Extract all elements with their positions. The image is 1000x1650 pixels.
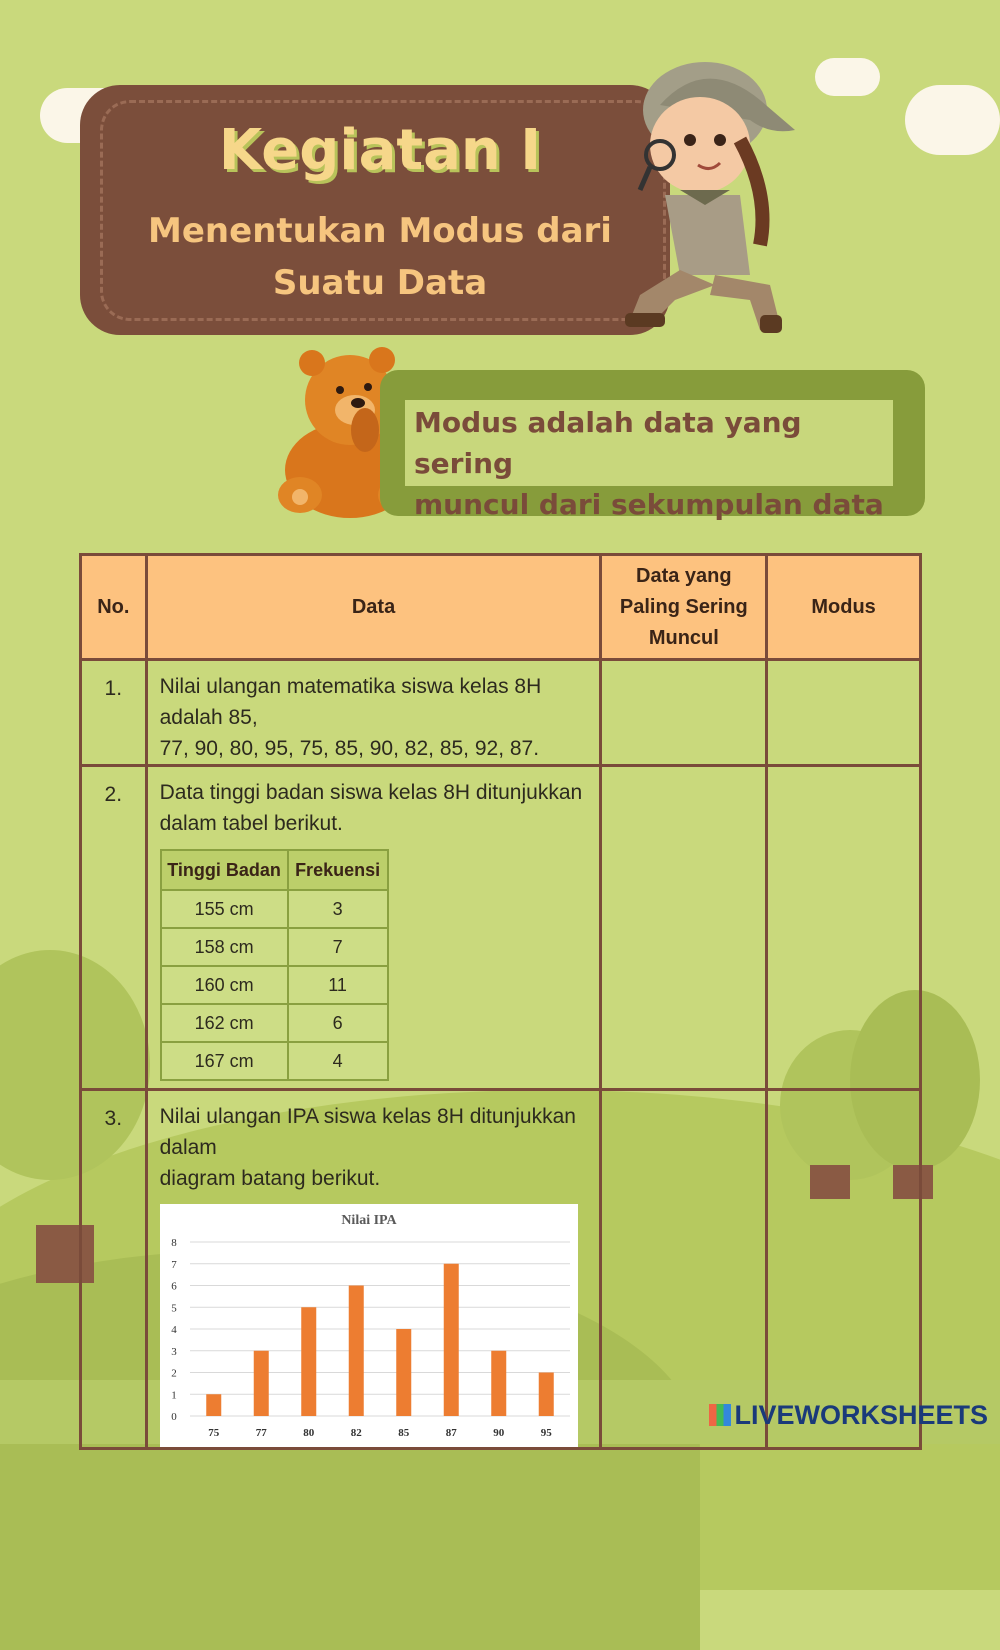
row-data	[146, 660, 601, 766]
chart-bar	[253, 1351, 268, 1416]
activity-subtitle	[100, 205, 660, 309]
definition-line-1: Modus adalah data yang sering	[414, 406, 802, 480]
answer-modus-1[interactable]	[767, 660, 921, 766]
x-tick-label: 77	[255, 1427, 267, 1439]
chart-bar	[301, 1307, 316, 1416]
row-text-line-1: Nilai ulangan IPA siswa kelas 8H ditunjukkan dalam	[159, 1105, 576, 1159]
subtitle-line-1: Menentukan Modus dari	[148, 211, 612, 251]
header-modus: Modus	[767, 555, 921, 660]
row-number: 3.	[81, 1090, 147, 1449]
chart-bar	[348, 1286, 363, 1417]
y-tick-label: 5	[170, 1302, 177, 1315]
ipa-bar-chart	[160, 1204, 578, 1447]
y-tick-label: 1	[170, 1389, 177, 1402]
row-text-line-2: dalam tabel berikut.	[159, 812, 343, 835]
y-tick-label: 3	[170, 1345, 177, 1358]
row-text-line-1: Nilai ulangan matematika siswa kelas 8H adalah 85,	[159, 675, 542, 729]
x-tick-label: 87	[445, 1427, 457, 1439]
table-row	[81, 660, 921, 766]
inner-header-height: Tinggi Badan	[161, 850, 288, 890]
inner-cell-height: 167 cm	[161, 1042, 288, 1080]
answer-most-frequent-3[interactable]	[601, 1090, 767, 1449]
inner-table-row	[161, 1004, 388, 1042]
y-tick-label: 0	[170, 1411, 177, 1423]
ipa-bar-chart-svg	[160, 1204, 578, 1447]
definition-text	[414, 402, 894, 525]
header-data: Data	[146, 555, 601, 660]
inner-cell-height: 162 cm	[161, 1004, 288, 1042]
definition-line-2: muncul dari sekumpulan data	[414, 488, 884, 521]
inner-table-row	[161, 1042, 388, 1080]
inner-cell-frequency: 11	[288, 966, 388, 1004]
activity-table	[79, 553, 922, 1450]
x-tick-label: 80	[302, 1427, 314, 1439]
row-number: 2.	[81, 766, 147, 1090]
x-tick-label: 82	[350, 1427, 362, 1439]
y-tick-label: 6	[170, 1280, 177, 1293]
header-no: No.	[81, 555, 147, 660]
header-most-frequent	[601, 555, 767, 660]
answer-most-frequent-2[interactable]	[601, 766, 767, 1090]
inner-table-row	[161, 928, 388, 966]
inner-table-header	[161, 850, 388, 890]
inner-cell-frequency: 4	[288, 1042, 388, 1080]
cloud-top-right	[815, 58, 880, 96]
y-tick-label: 4	[170, 1324, 177, 1336]
header-most-frequent-line-2: Paling Sering	[619, 595, 748, 618]
activity-title: Kegiatan I	[218, 118, 542, 183]
explorer-girl-illustration	[620, 45, 810, 345]
inner-cell-frequency: 7	[288, 928, 388, 966]
inner-table-row	[161, 890, 388, 928]
brand-text: LIVEWORKSHEETS	[734, 1400, 988, 1430]
chart-title: Nilai IPA	[340, 1213, 397, 1228]
x-tick-label: 75	[207, 1427, 219, 1439]
chart-bar	[538, 1373, 553, 1417]
liveworksheets-logo-icon	[709, 1404, 731, 1426]
inner-cell-height: 155 cm	[161, 890, 288, 928]
row-text-line-2: diagram batang berikut.	[159, 1167, 381, 1190]
inner-cell-height: 158 cm	[161, 928, 288, 966]
answer-modus-3[interactable]	[767, 1090, 921, 1449]
chart-bar	[491, 1351, 506, 1416]
row-number: 1.	[81, 660, 147, 766]
inner-cell-height: 160 cm	[161, 966, 288, 1004]
x-tick-label: 95	[540, 1427, 552, 1439]
subtitle-line-2: Suatu Data	[272, 263, 488, 303]
y-tick-label: 2	[170, 1367, 177, 1380]
inner-cell-frequency: 6	[288, 1004, 388, 1042]
table-header-row	[81, 555, 921, 660]
table-row	[81, 1090, 921, 1449]
inner-table-row	[161, 966, 388, 1004]
row-data	[146, 766, 601, 1090]
inner-header-frequency: Frekuensi	[288, 850, 388, 890]
chart-bar	[206, 1394, 221, 1416]
x-tick-label: 85	[397, 1427, 409, 1439]
inner-cell-frequency: 3	[288, 890, 388, 928]
table-row	[81, 766, 921, 1090]
height-frequency-table	[160, 849, 389, 1081]
row-data	[146, 1090, 601, 1449]
cloud-right	[905, 85, 1000, 155]
answer-modus-2[interactable]	[767, 766, 921, 1090]
y-tick-label: 7	[170, 1258, 177, 1271]
chart-bar	[396, 1329, 411, 1416]
row-text-line-1: Data tinggi badan siswa kelas 8H ditunjukkan	[159, 781, 583, 804]
y-tick-label: 8	[170, 1237, 177, 1249]
header-most-frequent-line-3: Muncul	[648, 626, 719, 649]
answer-most-frequent-1[interactable]	[601, 660, 767, 766]
chart-bar	[443, 1264, 458, 1416]
x-tick-label: 90	[492, 1427, 504, 1439]
liveworksheets-brand	[709, 1400, 988, 1431]
row-text-line-2: 77, 90, 80, 95, 75, 85, 90, 82, 85, 92, 87.	[159, 737, 540, 760]
header-most-frequent-line-1: Data yang	[636, 564, 732, 587]
